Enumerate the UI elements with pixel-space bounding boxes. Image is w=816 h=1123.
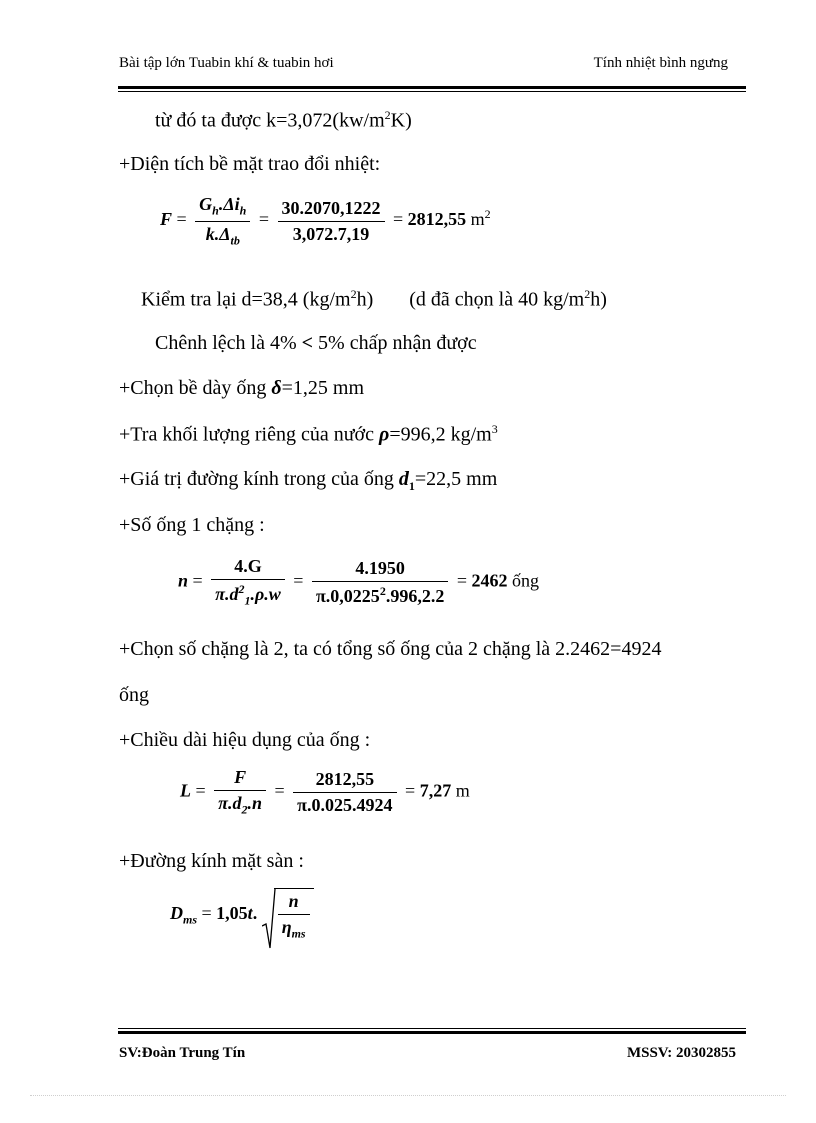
text-thick-a: +Chọn bề dày ống xyxy=(119,377,272,399)
text-check-sup2: 2 xyxy=(584,287,591,301)
text-check-a: Kiểm tra lại d=38,4 (kg/m xyxy=(141,288,351,311)
text-line-k xyxy=(155,108,412,133)
formula-n-result: 2462 xyxy=(471,570,508,591)
formula-F-h1: h xyxy=(212,203,219,218)
text-line-passes: +Chọn số chặng là 2, ta có tổng số ống của 2 chặng là 2.2462=4924 xyxy=(119,638,662,660)
text-thick-delta: δ xyxy=(271,377,282,399)
formula-length-L xyxy=(180,767,470,818)
formula-F-frac2 xyxy=(278,198,385,245)
formula-n-den2-sup: 2 xyxy=(379,583,386,598)
footer-rule-thick xyxy=(118,1031,746,1034)
formula-F-eq3: = xyxy=(393,209,404,230)
text-check-c: (d đã chọn là 40 kg/m xyxy=(409,288,585,311)
page-bottom-dotted-edge xyxy=(30,1095,786,1096)
formula-D-den-sub: ms xyxy=(291,926,306,941)
formula-F-den2: 3,072.7,19 xyxy=(292,223,370,244)
formula-L-eq3: = xyxy=(405,780,416,801)
formula-L-result: 7,27 xyxy=(419,780,452,801)
formula-n-den2b: .996,2.2 xyxy=(385,585,445,606)
text-check-d: h) xyxy=(590,288,607,311)
text-density-rho: ρ xyxy=(379,423,390,446)
text-diff-b: 5% chấp nhận được xyxy=(313,332,477,354)
formula-L-frac2 xyxy=(293,769,396,816)
text-k-sup: 2 xyxy=(384,108,391,122)
formula-n-eq1: = xyxy=(192,570,203,591)
text-line-passes-cont: ống xyxy=(119,684,149,706)
text-density-sup: 3 xyxy=(491,422,498,436)
formula-F-lhs: F xyxy=(160,209,173,230)
text-diff-lt: < xyxy=(301,332,314,354)
text-diam-d: d xyxy=(398,468,409,490)
formula-D-t: t xyxy=(247,902,253,923)
formula-D-sqrt xyxy=(262,888,314,942)
formula-L-frac1 xyxy=(214,767,266,818)
formula-plate-D xyxy=(170,888,314,942)
formula-L-den1b: .n xyxy=(247,793,262,813)
text-density-a: +Tra khối lượng riêng của nước xyxy=(119,423,379,446)
header-rule-thin xyxy=(118,91,746,92)
formula-F-eq2: = xyxy=(258,209,269,230)
footer-student-name: SV:Đoàn Trung Tín xyxy=(119,1045,246,1061)
formula-D-lhs-sub: ms xyxy=(183,912,198,927)
formula-L-unit: m xyxy=(455,780,470,801)
formula-F-frac1 xyxy=(195,194,250,248)
formula-n-den1-sup: 2 xyxy=(238,582,245,596)
text-line-area: +Diện tích bề mặt trao đổi nhiệt: xyxy=(119,153,381,175)
formula-D-frac xyxy=(278,891,310,942)
formula-L-num2: 2812,55 xyxy=(293,769,396,793)
text-line-thickness xyxy=(119,377,364,400)
text-diam-sub: 1 xyxy=(408,479,415,493)
text-check-sup1: 2 xyxy=(350,287,357,301)
header-rule-thick xyxy=(118,86,746,89)
sqrt-sign-icon xyxy=(262,888,276,950)
formula-F-di: .Δi xyxy=(218,194,240,214)
formula-n-lhs: n xyxy=(178,570,189,591)
text-k-a: từ đó ta được k=3,072(kw/m xyxy=(155,109,385,132)
formula-L-eq1: = xyxy=(195,780,206,801)
text-line-plate-diameter: +Đường kính mặt sàn : xyxy=(119,850,304,872)
formula-n-unit: ống xyxy=(511,570,539,591)
formula-n-num1: 4.G xyxy=(211,556,285,580)
text-diam-a: +Giá trị đường kính trong của ống xyxy=(119,468,399,490)
formula-n-den1b: .ρ.w xyxy=(250,584,281,604)
text-density-b: =996,2 kg/m xyxy=(389,423,492,446)
formula-L-lhs: L xyxy=(180,780,191,801)
header-title-left: Bài tập lớn Tuabin khí & tuabin hơi xyxy=(119,55,334,71)
formula-D-eq: = xyxy=(201,902,212,923)
formula-F-tb: tb xyxy=(230,233,240,248)
formula-L-den1-sub: 2 xyxy=(241,802,248,817)
text-thick-b: =1,25 mm xyxy=(281,377,365,399)
formula-F-unit: m xyxy=(470,209,485,230)
formula-F-unit-sup: 2 xyxy=(484,207,491,222)
formula-n-frac1 xyxy=(211,556,285,609)
formula-L-num1: F xyxy=(214,767,266,791)
formula-L-den1a: π.d xyxy=(218,793,242,813)
formula-n-den1-sub: 1 xyxy=(244,593,251,608)
formula-D-dot: . xyxy=(252,902,258,923)
text-line-diff xyxy=(155,332,477,355)
formula-D-coef: 1,05 xyxy=(216,902,248,923)
formula-n-num2: 4.1950 xyxy=(312,558,448,582)
formula-F-result: 2812,55 xyxy=(407,209,467,230)
footer-rule-thin xyxy=(118,1028,746,1029)
text-line-density xyxy=(119,422,498,447)
footer-student-id: MSSV: 20302855 xyxy=(626,1045,736,1061)
formula-n-eq2: = xyxy=(293,570,304,591)
text-line-tubes-per-pass: +Số ống 1 chặng : xyxy=(119,514,265,536)
text-k-b: K) xyxy=(390,109,412,132)
formula-n-eq3: = xyxy=(456,570,467,591)
formula-F-k: k.Δ xyxy=(205,223,231,244)
formula-F-eq1: = xyxy=(176,209,187,230)
text-check-b: h) xyxy=(356,288,374,311)
header-title-right: Tính nhiệt bình ngưng xyxy=(593,55,728,71)
formula-n-den2a: π.0,0225 xyxy=(315,585,380,606)
text-diff-a: Chênh lệch là 4% xyxy=(155,332,302,354)
text-diam-b: =22,5 mm xyxy=(414,468,498,490)
formula-D-num: n xyxy=(278,891,310,915)
text-line-check xyxy=(141,287,607,312)
text-line-diameter xyxy=(119,468,497,494)
formula-F-num2: 30.2070,1222 xyxy=(278,198,385,222)
formula-L-den2: π.0.025.4924 xyxy=(297,794,393,815)
formula-tubes-n xyxy=(178,556,539,609)
formula-n-frac2 xyxy=(312,558,448,607)
formula-area-F xyxy=(160,194,491,248)
formula-F-h2: h xyxy=(239,203,247,218)
formula-L-eq2: = xyxy=(274,780,285,801)
text-line-effective-length: +Chiều dài hiệu dụng của ống : xyxy=(119,729,371,751)
formula-D-den: η xyxy=(281,917,292,937)
formula-D-lhs: D xyxy=(170,902,183,923)
formula-F-G: G xyxy=(199,194,213,214)
formula-n-den1a: π.d xyxy=(215,584,239,604)
